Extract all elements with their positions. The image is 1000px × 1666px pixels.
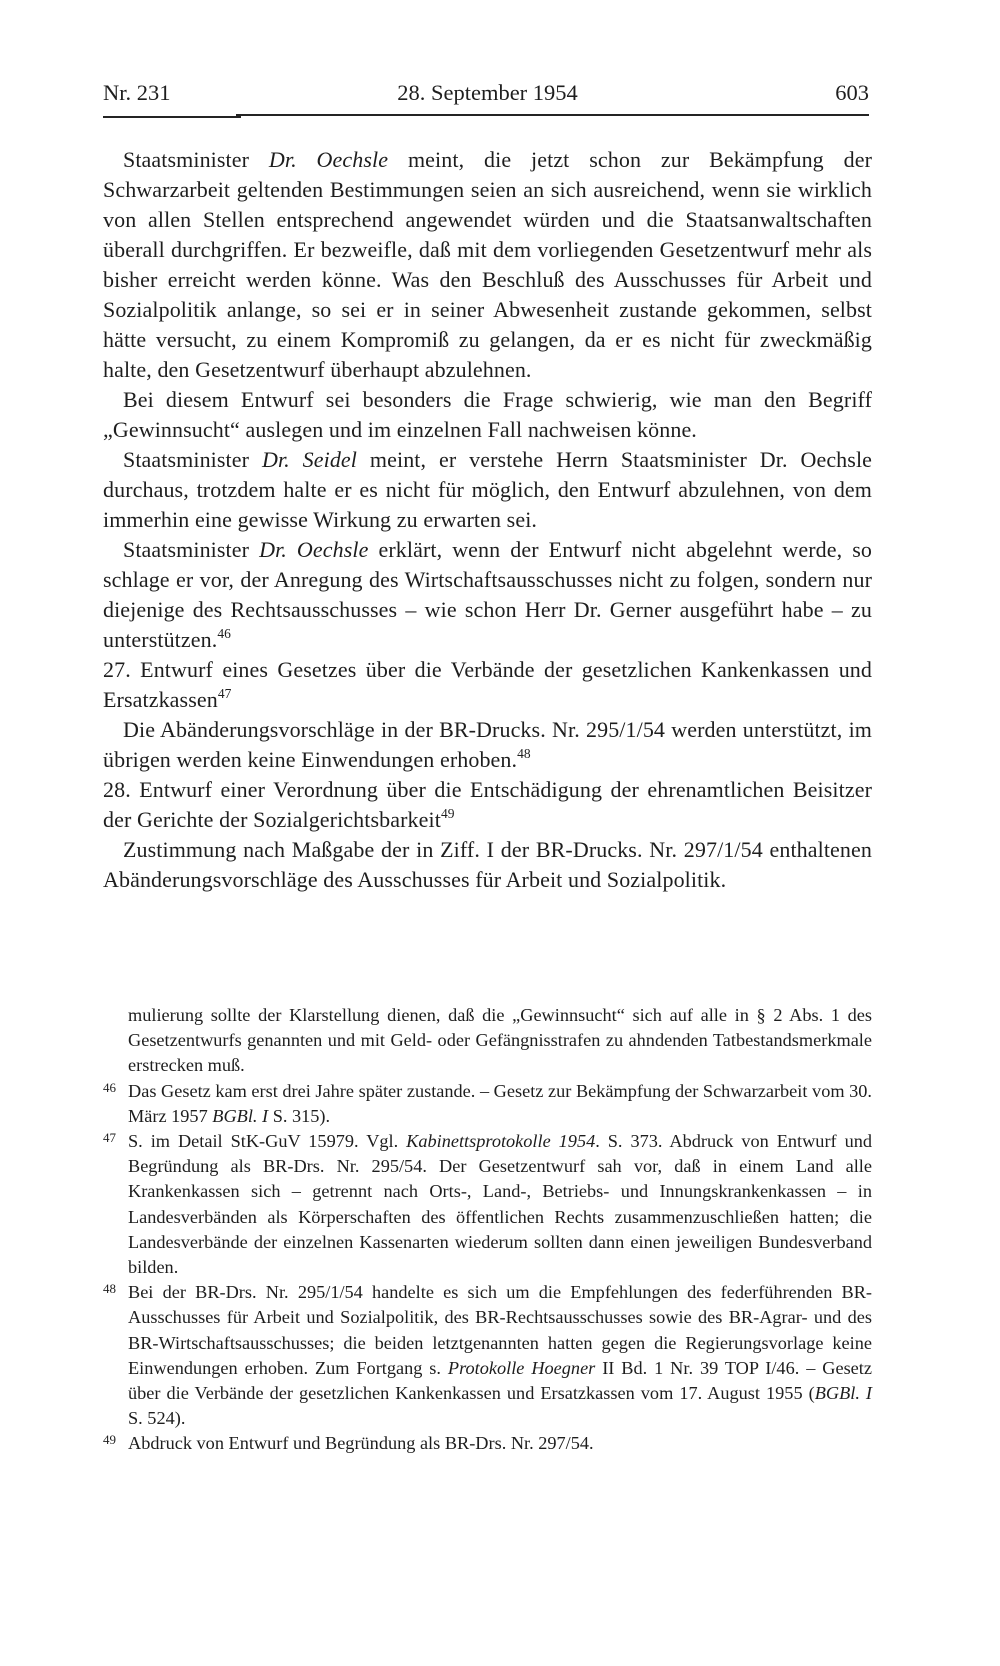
text-run: Staatsminister <box>123 447 262 472</box>
text-run: 27. Entwurf eines Gesetzes über die Verbände der gesetzlichen Kankenkassen und Ersatzkassen <box>103 657 872 712</box>
text-run: mulierung sollte der Klarstellung dienen, daß die „Gewinnsucht“ sich auf alle in § 2 Abs. 1 des Gesetzentwurfs genannten und mit Geld- oder Gefängnisstrafen zu ahndenden Tatbestandsmerkmale erstrecken muß. <box>128 1005 872 1076</box>
footnote-ref: 48 <box>517 746 531 761</box>
text-run: Staatsminister <box>123 537 260 562</box>
text-run: Staatsminister <box>123 147 269 172</box>
text-run: Abdruck von Entwurf und Begründung als BR-Drs. Nr. 297/54. <box>128 1433 594 1454</box>
text-run: erklärt, wenn der Entwurf nicht abgelehnt werde, so schlage er vor, der Anregung des Wirtschaftsausschusses nicht zu folgen, sondern nur diejenige des Rechtsausschusses – wie schon Herr Dr. Gerner ausgeführt habe – zu unterstützen. <box>103 537 873 652</box>
text-run: Dr. Oechsle <box>268 147 389 172</box>
paragraph <box>103 145 872 385</box>
paragraph <box>103 835 872 895</box>
footnote-number: 48 <box>103 1281 116 1297</box>
text-run: Das Gesetz kam erst drei Jahre später zustande. – Gesetz zur Bekämpfung der Schwarzarbeit vom 30. März 1957 <box>128 1080 872 1126</box>
header-rule-main-segment <box>236 114 869 116</box>
paragraph <box>103 655 872 715</box>
body-text <box>103 145 872 895</box>
header-page-number: 603 <box>835 80 869 105</box>
footnote-ref: 49 <box>440 806 455 821</box>
text-run: Bei der BR-Drs. Nr. 295/1/54 handelte es sich um die Empfehlungen des federführenden BR-Ausschusses für Arbeit und Sozialpolitik, des BR-Rechtsausschusses sowie des BR-Agrar- und des BR-Wirtschaftsausschusses; die beiden letztgenannten hatten gegen die Regierungsvorlage keine Einwendungen erhoben. Zum Fortgang s. <box>128 1282 872 1378</box>
header-rule-left-segment <box>103 116 241 118</box>
footnote-text <box>128 1129 872 1280</box>
text-run: Zustimmung nach Maßgabe der in Ziff. I der BR-Drucks. Nr. 297/1/54 enthaltenen Abänderungsvorschläge des Ausschusses für Arbeit und Sozialpolitik. <box>103 837 872 892</box>
footnote <box>103 1280 872 1431</box>
text-run: . S. 373. Abdruck von Entwurf und Begründung als BR-Drs. Nr. 295/54. Der Gesetzentwurf sah vor, daß in einem Land alle Krankenkassen sich – getrennt nach Orts-, Land-, Betriebs- und Innungskrankenkassen – in Landesverbänden als Körperschaften des öffentlichen Rechts zusammenzuschließen hatten; die Landesverbände der einzelnen Kassenarten wiederum sollten dann einen jeweiligen Bundesverband bilden. <box>128 1131 872 1278</box>
footnote-number: 47 <box>103 1130 116 1146</box>
paragraph <box>103 385 872 445</box>
text-run: Protokolle Hoegner <box>447 1357 596 1378</box>
text-run: BGBl. I <box>814 1383 872 1404</box>
footnote-text <box>128 1003 872 1079</box>
text-run: meint, die jetzt schon zur Bekämpfung der Schwarzarbeit geltenden Bestimmungen seien an sich ausreichend, wenn sie wirklich von allen Stellen entsprechend angewendet würden und die Staatsanwaltschaften überall durchgriffen. Er bezweifle, daß mit dem vorliegenden Gesetzentwurf mehr als bisher erreicht werden könne. Was den Beschluß des Ausschusses für Arbeit und Sozialpolitik anlange, so sei er in seiner Abwesenheit zustande gekommen, selbst hätte versucht, zu einem Kompromiß zu gelangen, da er es nicht für zweckmäßig halte, den Gesetzentwurf überhaupt abzulehnen. <box>103 147 873 382</box>
header-rule <box>103 106 872 120</box>
text-run: BGBl. I <box>212 1105 269 1126</box>
footnotes-section <box>103 1003 872 1457</box>
footnote-number: 46 <box>103 1079 116 1095</box>
text-run: Bei diesem Entwurf sei besonders die Frage schwierig, wie man den Begriff „Gewinnsucht“ auslegen und im einzelnen Fall nachweisen könne. <box>103 387 872 442</box>
paragraph <box>103 715 872 775</box>
footnote <box>103 1079 872 1129</box>
text-run: Dr. Oechsle <box>259 537 369 562</box>
page-header <box>103 80 872 106</box>
footnote <box>103 1003 872 1079</box>
footnote-ref: 46 <box>217 626 231 641</box>
text-run: S. 524). <box>128 1408 186 1429</box>
text-run: Kabinettsprotokolle 1954 <box>406 1131 596 1152</box>
footnote <box>103 1129 872 1280</box>
paragraph <box>103 445 872 535</box>
text-run: Die Abänderungsvorschläge in der BR-Drucks. Nr. 295/1/54 werden unterstützt, im übrigen werden keine Einwendungen erhoben. <box>103 717 872 772</box>
header-date: 28. September 1954 <box>397 80 578 105</box>
footnote-text <box>128 1079 872 1129</box>
text-run: Dr. Seidel <box>261 447 358 472</box>
text-run: meint, er verstehe Herrn Staatsminister Dr. Oechsle durchaus, trotzdem halte er es nicht für möglich, den Entwurf abzulehnen, von dem immerhin eine gewisse Wirkung zu erwarten sei. <box>103 447 873 532</box>
header-doc-number: Nr. 231 <box>103 80 171 105</box>
footnote-text <box>128 1431 872 1456</box>
text-run: II Bd. 1 Nr. 39 TOP I/46. – Gesetz über die Verbände der gesetzlichen Kankenkassen und Ersatzkassen vom 17. August 1955 ( <box>128 1357 872 1404</box>
footnote-ref: 47 <box>217 686 232 701</box>
text-run: S. im Detail StK-GuV 15979. Vgl. <box>128 1131 407 1152</box>
text-run: 28. Entwurf einer Verordnung über die Entschädigung der ehrenamtlichen Beisitzer der Gerichte der Sozialgerichtsbarkeit <box>103 777 872 832</box>
paragraph <box>103 535 872 655</box>
footnote <box>103 1431 872 1456</box>
footnote-number: 49 <box>103 1432 116 1448</box>
paragraph <box>103 775 872 835</box>
text-run: S. 315). <box>268 1105 331 1126</box>
footnote-text <box>128 1280 872 1431</box>
